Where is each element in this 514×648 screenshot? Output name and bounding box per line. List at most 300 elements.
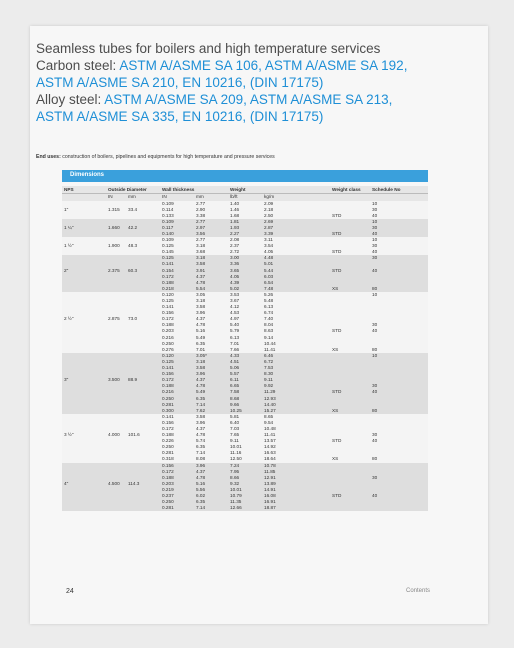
cell-kgm: 3.54 xyxy=(262,243,296,249)
alloy-steel-standards: ASTM A/ASME SA 209, ASTM A/ASME SA 213, xyxy=(104,92,393,107)
cell-lbft: 4.33 xyxy=(228,353,262,359)
end-uses-text xyxy=(36,154,275,160)
cell-kgm: 4.05 xyxy=(262,249,296,255)
carbon-steel-label: Carbon steel: xyxy=(36,58,120,73)
cell-lbft: 6.11 xyxy=(228,377,262,383)
cell-wall-mm: 4.78 xyxy=(194,322,228,328)
cell-wall-in: 0.216 xyxy=(160,389,194,395)
sub-lbft: lb/ft xyxy=(228,194,262,201)
cell-wall-in: 0.109 xyxy=(160,201,194,207)
carbon-steel-standards: ASTM A/ASME SA 106, ASTM A/ASME SA 192, xyxy=(119,58,408,73)
sub-od-mm: mm xyxy=(126,194,160,201)
carbon-steel-standards-2: ASTM A/ASME SA 210, EN 10216, (DIN 17175) xyxy=(36,75,324,90)
cell-kgm: 6.46 xyxy=(262,353,296,359)
cell-lbft: 10.01 xyxy=(228,487,262,493)
cell-nps: 4" xyxy=(62,481,106,487)
cell-wall-in: 0.172 xyxy=(160,469,194,475)
cell-weight-class: XS xyxy=(330,347,370,353)
dimensions-table xyxy=(62,186,428,511)
cell-schedule: 30 xyxy=(370,432,428,438)
cell-schedule: 10 xyxy=(370,353,428,359)
carbon-steel-line-2 xyxy=(36,74,323,91)
cell-schedule: 40 xyxy=(370,249,428,255)
cell-wall-mm: 4.78 xyxy=(194,383,228,389)
cell-lbft: 5.02 xyxy=(228,286,262,292)
cell-wall-mm: 3.58 xyxy=(194,304,228,310)
cell-lbft: 1.93 xyxy=(228,225,262,231)
cell-schedule: 40 xyxy=(370,438,428,444)
table-subheader-row xyxy=(62,194,428,201)
cell-wall-mm: 2.77 xyxy=(194,201,228,207)
cell-wall-mm: 5.74 xyxy=(194,438,228,444)
cell-weight-class: STD xyxy=(330,493,370,499)
cell-wall-in: 0.226 xyxy=(160,438,194,444)
cell-weight-class: STD xyxy=(330,213,370,219)
cell-wall-mm: 7.14 xyxy=(194,402,228,408)
cell-wall-mm: 8.08 xyxy=(194,456,228,462)
cell-lbft: 5.57 xyxy=(228,371,262,377)
cell-spacer xyxy=(296,505,330,511)
size-group xyxy=(62,463,428,512)
sub-empty-3 xyxy=(330,194,370,201)
cell-kgm: 5.44 xyxy=(262,268,296,274)
cell-wall-in: 0.125 xyxy=(160,359,194,365)
col-nps: NPS xyxy=(62,186,106,194)
end-uses-label: End uses: xyxy=(36,154,61,160)
cell-lbft: 11.16 xyxy=(228,450,262,456)
sub-wt-in: IN xyxy=(160,194,194,201)
cell-wall-in: 0.125 xyxy=(160,243,194,249)
cell-wall-in: 0.188 xyxy=(160,322,194,328)
cell-kgm: 7.40 xyxy=(262,316,296,322)
col-outside-diameter: Outside Diameter xyxy=(106,186,160,194)
carbon-steel-line xyxy=(36,57,407,74)
cell-wall-mm: 5.49 xyxy=(194,389,228,395)
cell-wall-in: 0.172 xyxy=(160,274,194,280)
cell-schedule: 10 xyxy=(370,292,428,298)
cell-lbft: 5.40 xyxy=(228,322,262,328)
cell-weight-class: XS xyxy=(330,456,370,462)
cell-wall-mm: 3.18 xyxy=(194,359,228,365)
cell-wall-in: 0.141 xyxy=(160,304,194,310)
cell-kgm: 13.57 xyxy=(262,438,296,444)
cell-lbft: 10.79 xyxy=(228,493,262,499)
cell-kgm: 8.30 xyxy=(262,371,296,377)
cell-kgm: 5.01 xyxy=(262,261,296,267)
cell-od-in: 4.000 xyxy=(106,432,126,438)
cell-wall-in: 0.109 xyxy=(160,219,194,225)
cell-wall-in: 0.250 xyxy=(160,396,194,402)
sub-kgm: kg/m xyxy=(262,194,296,201)
cell-wall-mm: 3.18 xyxy=(194,298,228,304)
cell-weight-class: STD xyxy=(330,438,370,444)
cell-lbft: 7.03 xyxy=(228,426,262,432)
contents-link[interactable]: Contents xyxy=(406,588,431,594)
cell-wall-in: 0.188 xyxy=(160,383,194,389)
cell-wall-in: 0.172 xyxy=(160,426,194,432)
cell-lbft: 6.65 xyxy=(228,383,262,389)
cell-kgm: 6.13 xyxy=(262,304,296,310)
cell-kgm: 15.27 xyxy=(262,408,296,414)
cell-wall-mm: 6.35 xyxy=(194,396,228,402)
cell-wall-mm: 4.78 xyxy=(194,432,228,438)
col-weight: Weight xyxy=(228,186,296,194)
size-group xyxy=(62,237,428,255)
cell-schedule xyxy=(370,505,428,511)
cell-lbft: 7.65 xyxy=(228,432,262,438)
cell-od-mm: 73.0 xyxy=(126,316,160,322)
cell-schedule: 40 xyxy=(370,328,428,334)
cell-kgm: 2.50 xyxy=(262,213,296,219)
cell-weight-class: STD xyxy=(330,389,370,395)
cell-kgm: 7.53 xyxy=(262,365,296,371)
cell-od-in: 2.375 xyxy=(106,268,126,274)
cell-lbft: 11.35 xyxy=(228,499,262,505)
cell-od-in: 1.315 xyxy=(106,207,126,213)
cell-kgm: 3.11 xyxy=(262,237,296,243)
cell-schedule: 80 xyxy=(370,456,428,462)
cell-kgm: 10.44 xyxy=(262,341,296,347)
cell-lbft: 4.97 xyxy=(228,316,262,322)
cell-nps: 3" xyxy=(62,377,106,383)
cell-wall-mm: 4.78 xyxy=(194,475,228,481)
cell-kgm: 6.74 xyxy=(262,310,296,316)
cell-od-mm: 42.2 xyxy=(126,225,160,231)
cell-wall-in: 0.276 xyxy=(160,347,194,353)
cell-wall-mm: 7.14 xyxy=(194,450,228,456)
cell-wall-in: 0.281 xyxy=(160,450,194,456)
cell-weight-class: STD xyxy=(330,231,370,237)
cell-kgm: 2.69 xyxy=(262,219,296,225)
cell-wall-mm: 3.18 xyxy=(194,243,228,249)
cell-wall-mm: 3.58 xyxy=(194,261,228,267)
cell-wall-in: 0.109 xyxy=(160,237,194,243)
cell-od-mm: 114.3 xyxy=(126,481,160,487)
cell-wall-in: 0.218 xyxy=(160,286,194,292)
cell-wall-in: 0.125 xyxy=(160,298,194,304)
cell-kgm: 9.54 xyxy=(262,420,296,426)
cell-lbft: 2.37 xyxy=(228,243,262,249)
cell-od-mm: 48.3 xyxy=(126,243,160,249)
cell-wall-mm: 5.16 xyxy=(194,481,228,487)
cell-schedule: 80 xyxy=(370,286,428,292)
alloy-steel-line xyxy=(36,91,392,108)
cell-kgm: 9.11 xyxy=(262,377,296,383)
cell-wall-mm: 4.37 xyxy=(194,316,228,322)
alloy-steel-line-2 xyxy=(36,108,323,125)
cell-wall-mm: 3.56 xyxy=(194,231,228,237)
cell-kgm: 6.54 xyxy=(262,280,296,286)
cell-kgm: 18.87 xyxy=(262,505,296,511)
cell-od-mm: 33.4 xyxy=(126,207,160,213)
table-header-row xyxy=(62,186,428,194)
cell-wall-mm: 5.16 xyxy=(194,328,228,334)
cell-lbft: 4.39 xyxy=(228,280,262,286)
cell-wall-mm: 4.37 xyxy=(194,274,228,280)
cell-wall-in: 0.114 xyxy=(160,207,194,213)
sub-od-in: IN xyxy=(106,194,126,201)
cell-schedule: 30 xyxy=(370,255,428,261)
cell-wall-mm: 4.37 xyxy=(194,426,228,432)
cell-wall-mm: 3.68 xyxy=(194,249,228,255)
sub-empty-4 xyxy=(370,194,428,201)
cell-kgm: 14.92 xyxy=(262,444,296,450)
cell-kgm: 16.08 xyxy=(262,493,296,499)
cell-lbft: 2.72 xyxy=(228,249,262,255)
cell-lbft: 12.66 xyxy=(228,505,262,511)
table-row xyxy=(62,505,428,511)
cell-wall-in: 0.156 xyxy=(160,371,194,377)
cell-wall-mm: 5.56 xyxy=(194,487,228,493)
cell-lbft: 1.40 xyxy=(228,201,262,207)
cell-lbft: 4.51 xyxy=(228,359,262,365)
cell-lbft: 7.95 xyxy=(228,469,262,475)
cell-schedule: 10 xyxy=(370,219,428,225)
cell-kgm: 13.89 xyxy=(262,481,296,487)
cell-wall-in: 0.172 xyxy=(160,316,194,322)
cell-wall-in: 0.250 xyxy=(160,499,194,505)
cell-wall-mm: 3.96 xyxy=(194,310,228,316)
cell-wall-in: 0.133 xyxy=(160,213,194,219)
cell-wall-in: 0.156 xyxy=(160,420,194,426)
cell-wall-mm: 3.96 xyxy=(194,371,228,377)
cell-kgm: 5.26 xyxy=(262,292,296,298)
cell-wall-in: 0.141 xyxy=(160,261,194,267)
cell-lbft: 3.36 xyxy=(228,261,262,267)
cell-lbft: 7.01 xyxy=(228,341,262,347)
cell-wall-in: 0.120 xyxy=(160,353,194,359)
cell-kgm: 9.92 xyxy=(262,383,296,389)
cell-kgm: 5.48 xyxy=(262,298,296,304)
cell-nps xyxy=(62,505,106,511)
dimensions-title: Dimensions xyxy=(70,172,105,178)
cell-wall-mm: 3.96 xyxy=(194,463,228,469)
cell-wall-mm: 3.91 xyxy=(194,268,228,274)
size-group xyxy=(62,255,428,292)
cell-lbft: 5.81 xyxy=(228,414,262,420)
cell-lbft: 4.12 xyxy=(228,304,262,310)
cell-lbft: 1.68 xyxy=(228,213,262,219)
cell-schedule: 30 xyxy=(370,243,428,249)
cell-kgm: 10.48 xyxy=(262,426,296,432)
cell-schedule: 10 xyxy=(370,201,428,207)
cell-kgm: 14.40 xyxy=(262,402,296,408)
cell-wall-in: 0.281 xyxy=(160,402,194,408)
cell-wall-mm: 6.35 xyxy=(194,341,228,347)
cell-schedule: 40 xyxy=(370,268,428,274)
sub-empty xyxy=(62,194,106,201)
size-group xyxy=(62,292,428,353)
cell-lbft: 4.05 xyxy=(228,274,262,280)
cell-schedule: 40 xyxy=(370,389,428,395)
cell-nps: 3 ½" xyxy=(62,432,106,438)
cell-schedule: 30 xyxy=(370,225,428,231)
cell-od-mm: 88.9 xyxy=(126,377,160,383)
cell-wall-in: 0.156 xyxy=(160,310,194,316)
cell-kgm: 8.63 xyxy=(262,328,296,334)
cell-kgm: 7.48 xyxy=(262,286,296,292)
cell-wall-mm: 7.62 xyxy=(194,408,228,414)
cell-od-in: 4.500 xyxy=(106,481,126,487)
cell-wall-mm: 6.35 xyxy=(194,499,228,505)
cell-schedule: 40 xyxy=(370,231,428,237)
cell-schedule: 80 xyxy=(370,347,428,353)
cell-lbft: 3.53 xyxy=(228,292,262,298)
cell-wall-in: 0.154 xyxy=(160,268,194,274)
cell-wall-mm: 3.58 xyxy=(194,365,228,371)
cell-kgm: 14.91 xyxy=(262,487,296,493)
cell-wall-mm: 4.37 xyxy=(194,469,228,475)
cell-nps: 2" xyxy=(62,268,106,274)
cell-kgm: 4.48 xyxy=(262,255,296,261)
cell-lbft: 2.08 xyxy=(228,237,262,243)
cell-lbft: 7.24 xyxy=(228,463,262,469)
cell-od-in: 3.500 xyxy=(106,377,126,383)
cell-wall-in: 0.156 xyxy=(160,463,194,469)
cell-wall-in: 0.145 xyxy=(160,249,194,255)
cell-nps: 1 ¼" xyxy=(62,225,106,231)
cell-kgm: 11.29 xyxy=(262,389,296,395)
size-group xyxy=(62,201,428,219)
cell-wall-in: 0.318 xyxy=(160,456,194,462)
cell-lbft: 7.66 xyxy=(228,347,262,353)
page-number: 24 xyxy=(66,588,74,595)
col-schedule-no: Schedule No xyxy=(370,186,428,194)
cell-wall-in: 0.117 xyxy=(160,225,194,231)
cell-nps: 1" xyxy=(62,207,106,213)
dimensions-header-bar xyxy=(62,170,428,182)
cell-kgm: 6.72 xyxy=(262,359,296,365)
cell-lbft: 3.65 xyxy=(228,268,262,274)
cell-od-mm xyxy=(126,505,160,511)
cell-lbft: 1.46 xyxy=(228,207,262,213)
cell-wall-mm: 3.38 xyxy=(194,213,228,219)
cell-kgm: 6.03 xyxy=(262,274,296,280)
cell-wall-in: 0.250 xyxy=(160,341,194,347)
col-spacer xyxy=(296,186,330,194)
cell-wall-in: 0.203 xyxy=(160,481,194,487)
cell-lbft: 9.66 xyxy=(228,402,262,408)
cell-wall-in: 0.172 xyxy=(160,377,194,383)
cell-od-in xyxy=(106,505,126,511)
cell-weight-class: XS xyxy=(330,286,370,292)
cell-wall-mm: 2.77 xyxy=(194,237,228,243)
cell-kgm: 2.18 xyxy=(262,207,296,213)
cell-wall-mm: 3.96 xyxy=(194,420,228,426)
cell-lbft: 5.79 xyxy=(228,328,262,334)
cell-wall-in: 0.140 xyxy=(160,231,194,237)
sub-wt-mm: mm xyxy=(194,194,228,201)
size-group xyxy=(62,219,428,237)
end-uses-description: construction of boilers, pipelines and equipments for high temperature and pressure services xyxy=(60,154,275,160)
cell-kgm: 16.91 xyxy=(262,499,296,505)
cell-lbft: 12.50 xyxy=(228,456,262,462)
cell-od-in: 2.875 xyxy=(106,316,126,322)
cell-schedule: 30 xyxy=(370,383,428,389)
page-title: Seamless tubes for boilers and high temperature services xyxy=(36,41,381,56)
cell-wall-in: 0.300 xyxy=(160,408,194,414)
cell-lbft: 2.27 xyxy=(228,231,262,237)
cell-lbft: 10.25 xyxy=(228,408,262,414)
cell-wall-mm: 2.97 xyxy=(194,225,228,231)
cell-kgm: 9.14 xyxy=(262,335,296,341)
sub-empty-2 xyxy=(296,194,330,201)
cell-wall-mm: 4.78 xyxy=(194,280,228,286)
cell-wall-mm: 5.54 xyxy=(194,286,228,292)
cell-wall-in: 0.120 xyxy=(160,292,194,298)
cell-od-in: 1.900 xyxy=(106,243,126,249)
cell-kgm: 11.85 xyxy=(262,469,296,475)
cell-kgm: 18.64 xyxy=(262,456,296,462)
cell-lbft: 9.32 xyxy=(228,481,262,487)
cell-od-mm: 60.3 xyxy=(126,268,160,274)
cell-wall-in: 0.125 xyxy=(160,255,194,261)
cell-wall-mm: 7.14 xyxy=(194,505,228,511)
cell-wall-in: 0.188 xyxy=(160,432,194,438)
cell-lbft: 5.06 xyxy=(228,365,262,371)
cell-kgm: 2.87 xyxy=(262,225,296,231)
cell-lbft: 3.67 xyxy=(228,298,262,304)
cell-nps: 2 ½" xyxy=(62,316,106,322)
alloy-steel-standards-2: ASTM A/ASME SA 335, EN 10216, (DIN 17175) xyxy=(36,109,324,124)
cell-schedule: 40 xyxy=(370,493,428,499)
cell-lbft: 3.00 xyxy=(228,255,262,261)
cell-wall-in: 0.188 xyxy=(160,475,194,481)
cell-lbft: 8.66 xyxy=(228,475,262,481)
cell-wall-mm: 3.58 xyxy=(194,414,228,420)
cell-wall-mm: 2.90 xyxy=(194,207,228,213)
cell-wall-in: 0.188 xyxy=(160,280,194,286)
cell-wall-in: 0.203 xyxy=(160,328,194,334)
cell-wall-mm: 4.37 xyxy=(194,377,228,383)
cell-lbft: 1.81 xyxy=(228,219,262,225)
cell-lbft: 6.40 xyxy=(228,420,262,426)
cell-schedule: 30 xyxy=(370,322,428,328)
cell-lbft: 9.11 xyxy=(228,438,262,444)
cell-kgm: 8.65 xyxy=(262,414,296,420)
cell-weight-class xyxy=(330,505,370,511)
cell-od-in: 1.660 xyxy=(106,225,126,231)
cell-od-mm: 101.6 xyxy=(126,432,160,438)
size-group xyxy=(62,414,428,463)
cell-wall-in: 0.141 xyxy=(160,414,194,420)
cell-lbft: 10.01 xyxy=(228,444,262,450)
cell-kgm: 12.93 xyxy=(262,396,296,402)
cell-wall-mm: 3.18 xyxy=(194,255,228,261)
cell-weight-class: STD xyxy=(330,328,370,334)
cell-wall-in: 0.281 xyxy=(160,505,194,511)
cell-wall-in: 0.216 xyxy=(160,335,194,341)
cell-wall-mm: 5.49 xyxy=(194,335,228,341)
cell-wall-in: 0.219 xyxy=(160,487,194,493)
alloy-steel-label: Alloy steel: xyxy=(36,92,105,107)
cell-kgm: 8.04 xyxy=(262,322,296,328)
cell-kgm: 2.09 xyxy=(262,201,296,207)
cell-schedule: 30 xyxy=(370,207,428,213)
cell-kgm: 3.39 xyxy=(262,231,296,237)
cell-wall-mm: 6.35 xyxy=(194,444,228,450)
size-group xyxy=(62,353,428,414)
cell-schedule: 10 xyxy=(370,237,428,243)
cell-wall-mm: 3.05* xyxy=(194,353,228,359)
cell-lbft: 7.58 xyxy=(228,389,262,395)
cell-wall-in: 0.237 xyxy=(160,493,194,499)
cell-kgm: 10.78 xyxy=(262,463,296,469)
cell-schedule: 80 xyxy=(370,408,428,414)
cell-kgm: 16.63 xyxy=(262,450,296,456)
cell-wall-mm: 6.02 xyxy=(194,493,228,499)
col-wall-thickness: Wall thickness xyxy=(160,186,228,194)
